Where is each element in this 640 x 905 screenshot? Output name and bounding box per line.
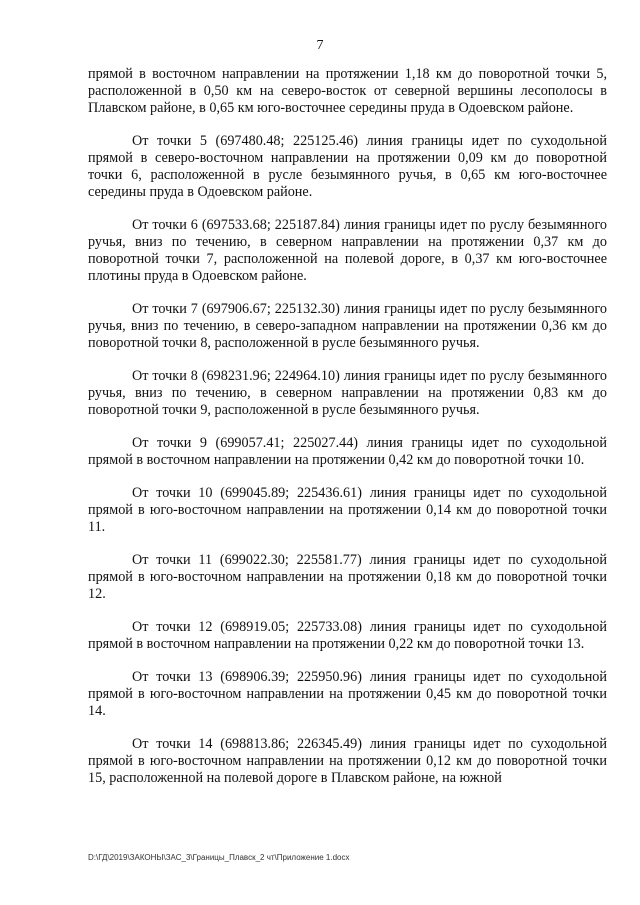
footer-file-path: D:\ГД\2019\ЗАКОНЫ\ЗАС_3\Границы_Плавск_2 чт\Приложение 1.docx xyxy=(88,853,350,862)
paragraph: От точки 14 (698813.86; 226345.49) линия границы идет по суходольной прямой в юго-восточном направлении на протяжении 0,12 км до поворотной точки 15, расположенной на полевой дороге в Плавском районе, на южной xyxy=(88,736,607,786)
page-number: 7 xyxy=(316,38,324,53)
paragraph: От точки 13 (698906.39; 225950.96) линия границы идет по суходольной прямой в юго-восточном направлении на протяжении 0,45 км до поворотной точки 14. xyxy=(88,669,607,719)
paragraph: От точки 5 (697480.48; 225125.46) линия границы идет по суходольной прямой в северо-восточном направлении на протяжении 0,09 км до поворотной точки 6, расположенной в русле безымянного ручья, в 0,65 км юго-восточнее середины пруда в Одоевском районе. xyxy=(88,133,607,200)
paragraph: От точки 10 (699045.89; 225436.61) линия границы идет по суходольной прямой в юго-восточном направлении на протяжении 0,14 км до поворотной точки 11. xyxy=(88,485,607,535)
paragraph: От точки 9 (699057.41; 225027.44) линия границы идет по суходольной прямой в восточном направлении на протяжении 0,42 км до поворотной точки 10. xyxy=(88,435,607,468)
paragraph: От точки 8 (698231.96; 224964.10) линия границы идет по руслу безымянного ручья, вниз по течению, в северном направлении на протяжении 0,83 км до поворотной точки 9, расположенной в русле безымянного ручья. xyxy=(88,368,607,418)
paragraph: От точки 6 (697533.68; 225187.84) линия границы идет по руслу безымянного ручья, вниз по течению, в северном направлении на протяжении 0,37 км до поворотной точки 7, расположенной на полевой дороге, в 0,37 км юго-восточнее плотины пруда в Одоевском районе. xyxy=(88,217,607,284)
paragraph: От точки 11 (699022.30; 225581.77) линия границы идет по суходольной прямой в юго-восточном направлении на протяжении 0,18 км до поворотной точки 12. xyxy=(88,552,607,602)
paragraph: От точки 12 (698919.05; 225733.08) линия границы идет по суходольной прямой в восточном направлении на протяжении 0,22 км до поворотной точки 13. xyxy=(88,619,607,652)
body-text xyxy=(88,66,607,803)
paragraph: прямой в восточном направлении на протяжении 1,18 км до поворотной точки 5, расположенной в 0,50 км на северо-восток от северной вершины лесополосы в Плавском районе, в 0,65 км юго-восточнее середины пруда в Одоевском районе. xyxy=(88,66,607,116)
paragraph: От точки 7 (697906.67; 225132.30) линия границы идет по руслу безымянного ручья, вниз по течению, в северо-западном направлении на протяжении 0,36 км до поворотной точки 8, расположенной в русле безымянного ручья. xyxy=(88,301,607,351)
